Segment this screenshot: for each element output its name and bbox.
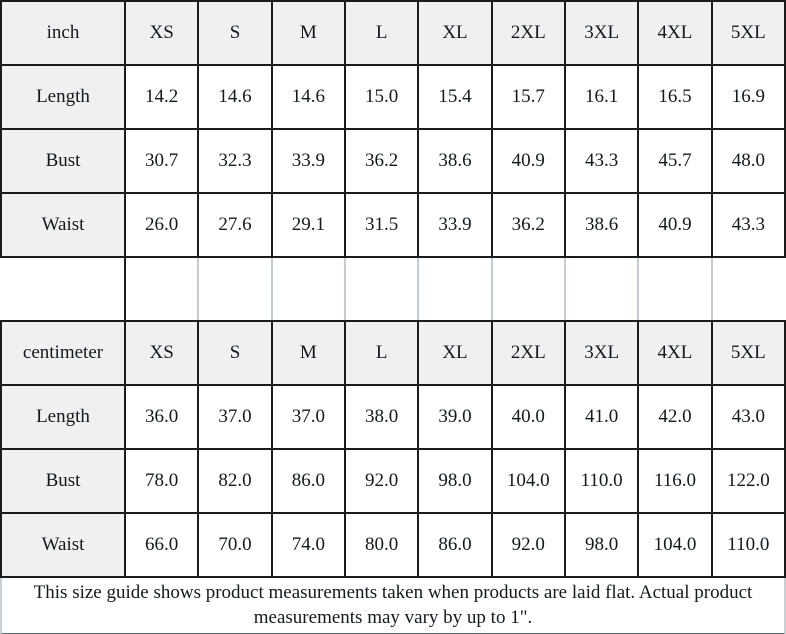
measurement-cell: 39.0 xyxy=(418,385,491,449)
unit-label-centimeter: centimeter xyxy=(1,321,125,385)
measurement-cell: 98.0 xyxy=(418,449,491,513)
size-header-2xl: 2XL xyxy=(492,321,565,385)
size-header-3xl: 3XL xyxy=(565,1,638,65)
measurement-cell: 92.0 xyxy=(492,513,565,577)
measurement-cell: 42.0 xyxy=(638,385,711,449)
measurement-cell: 15.0 xyxy=(345,65,418,129)
measurement-cell: 40.9 xyxy=(638,193,711,257)
spacer-cell xyxy=(1,257,125,321)
spacer-row xyxy=(1,257,785,321)
measurement-cell: 14.2 xyxy=(125,65,198,129)
row-label-waist: Waist xyxy=(1,193,125,257)
spacer-cell xyxy=(565,257,638,321)
size-header-l: L xyxy=(345,321,418,385)
row-label-bust: Bust xyxy=(1,129,125,193)
spacer-cell xyxy=(198,257,271,321)
measurement-cell: 86.0 xyxy=(418,513,491,577)
spacer-cell xyxy=(418,257,491,321)
inch-length-row xyxy=(1,65,785,129)
row-label-length: Length xyxy=(1,65,125,129)
measurement-cell: 16.5 xyxy=(638,65,711,129)
size-guide-disclaimer: This size guide shows product measurements taken when products are laid flat. Actual product measurements may vary by up to 1". xyxy=(0,578,786,634)
measurement-cell: 104.0 xyxy=(638,513,711,577)
row-label-length: Length xyxy=(1,385,125,449)
measurement-cell: 74.0 xyxy=(272,513,345,577)
size-header-xs: XS xyxy=(125,321,198,385)
measurement-cell: 33.9 xyxy=(272,129,345,193)
measurement-cell: 38.0 xyxy=(345,385,418,449)
size-header-xl: XL xyxy=(418,1,491,65)
spacer-cell xyxy=(125,257,198,321)
measurement-cell: 43.0 xyxy=(712,385,785,449)
size-header-4xl: 4XL xyxy=(638,1,711,65)
measurement-cell: 32.3 xyxy=(198,129,271,193)
measurement-cell: 37.0 xyxy=(198,385,271,449)
spacer-cell xyxy=(272,257,345,321)
measurement-cell: 36.2 xyxy=(345,129,418,193)
size-header-4xl: 4XL xyxy=(638,321,711,385)
size-header-s: S xyxy=(198,321,271,385)
spacer-cell xyxy=(492,257,565,321)
centimeter-header-row xyxy=(1,321,785,385)
measurement-cell: 14.6 xyxy=(198,65,271,129)
spacer-cell xyxy=(712,257,785,321)
measurement-cell: 122.0 xyxy=(712,449,785,513)
inch-header-row xyxy=(1,1,785,65)
measurement-cell: 110.0 xyxy=(565,449,638,513)
row-label-waist: Waist xyxy=(1,513,125,577)
centimeter-waist-row xyxy=(1,513,785,577)
centimeter-bust-row xyxy=(1,449,785,513)
measurement-cell: 27.6 xyxy=(198,193,271,257)
measurement-cell: 82.0 xyxy=(198,449,271,513)
measurement-cell: 70.0 xyxy=(198,513,271,577)
size-header-s: S xyxy=(198,1,271,65)
inch-bust-row xyxy=(1,129,785,193)
measurement-cell: 38.6 xyxy=(418,129,491,193)
measurement-cell: 41.0 xyxy=(565,385,638,449)
measurement-cell: 15.4 xyxy=(418,65,491,129)
measurement-cell: 48.0 xyxy=(712,129,785,193)
measurement-cell: 80.0 xyxy=(345,513,418,577)
size-header-5xl: 5XL xyxy=(712,1,785,65)
measurement-cell: 36.2 xyxy=(492,193,565,257)
measurement-cell: 15.7 xyxy=(492,65,565,129)
spacer-cell xyxy=(345,257,418,321)
inch-waist-row xyxy=(1,193,785,257)
spacer-cell xyxy=(638,257,711,321)
measurement-cell: 37.0 xyxy=(272,385,345,449)
measurement-cell: 98.0 xyxy=(565,513,638,577)
measurement-cell: 116.0 xyxy=(638,449,711,513)
measurement-cell: 86.0 xyxy=(272,449,345,513)
unit-label-inch: inch xyxy=(1,1,125,65)
size-header-l: L xyxy=(345,1,418,65)
measurement-cell: 31.5 xyxy=(345,193,418,257)
measurement-cell: 66.0 xyxy=(125,513,198,577)
measurement-cell: 14.6 xyxy=(272,65,345,129)
measurement-cell: 43.3 xyxy=(565,129,638,193)
measurement-cell: 36.0 xyxy=(125,385,198,449)
centimeter-length-row xyxy=(1,385,785,449)
measurement-cell: 43.3 xyxy=(712,193,785,257)
measurement-cell: 30.7 xyxy=(125,129,198,193)
measurement-cell: 16.1 xyxy=(565,65,638,129)
size-header-m: M xyxy=(272,321,345,385)
size-header-m: M xyxy=(272,1,345,65)
measurement-cell: 45.7 xyxy=(638,129,711,193)
measurement-cell: 92.0 xyxy=(345,449,418,513)
measurement-cell: 40.9 xyxy=(492,129,565,193)
measurement-cell: 78.0 xyxy=(125,449,198,513)
size-header-xs: XS xyxy=(125,1,198,65)
row-label-bust: Bust xyxy=(1,449,125,513)
size-header-3xl: 3XL xyxy=(565,321,638,385)
measurement-cell: 16.9 xyxy=(712,65,785,129)
measurement-cell: 26.0 xyxy=(125,193,198,257)
size-header-2xl: 2XL xyxy=(492,1,565,65)
measurement-cell: 29.1 xyxy=(272,193,345,257)
measurement-cell: 38.6 xyxy=(565,193,638,257)
size-header-xl: XL xyxy=(418,321,491,385)
size-header-5xl: 5XL xyxy=(712,321,785,385)
measurement-cell: 40.0 xyxy=(492,385,565,449)
measurement-cell: 104.0 xyxy=(492,449,565,513)
measurement-cell: 33.9 xyxy=(418,193,491,257)
measurement-cell: 110.0 xyxy=(712,513,785,577)
